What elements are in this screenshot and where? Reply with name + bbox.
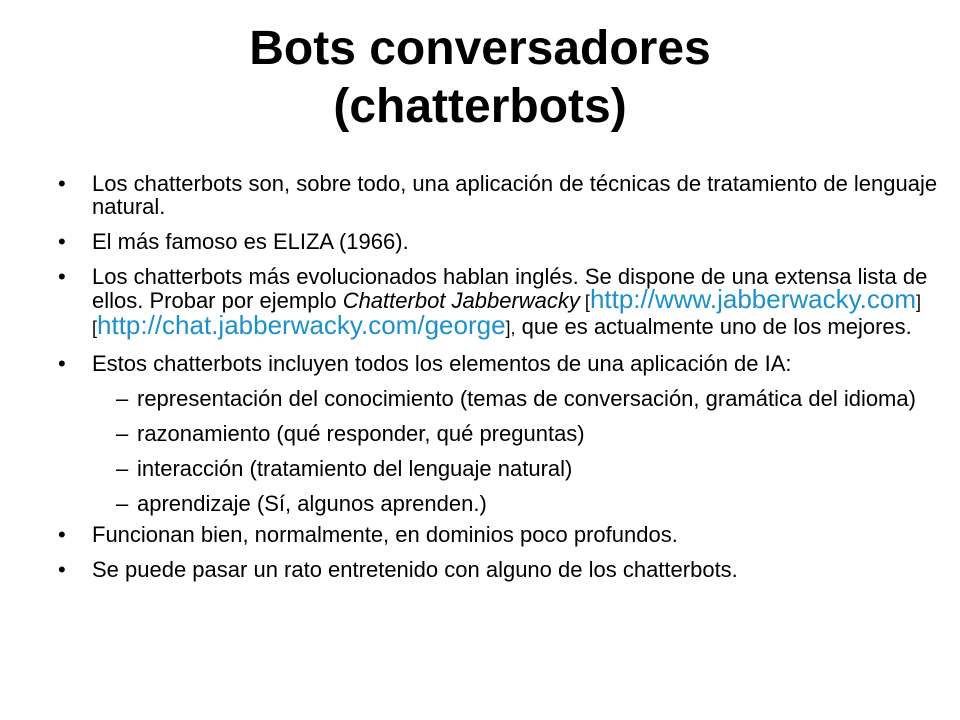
sub-item-4	[58, 492, 938, 515]
bullet-item-4	[58, 352, 938, 375]
bullet-icon: •	[58, 171, 66, 196]
bullet-text-2: El más famoso es ELIZA (1966).	[92, 229, 409, 254]
sub-text-4: aprendizaje (Sí, algunos aprenden.)	[137, 491, 487, 516]
sub-text-3: interacción (tratamiento del lenguaje natural)	[137, 456, 573, 481]
bracket-close-1: ]	[916, 292, 922, 312]
dash-icon: –	[116, 491, 129, 516]
bullet-item-3	[58, 265, 938, 340]
bullet-text-1: Los chatterbots son, sobre todo, una aplicación de técnicas de tratamiento de lenguaje natural.	[92, 171, 938, 219]
bullet-item-5	[58, 523, 938, 546]
bracket-close-2: ],	[505, 318, 516, 338]
bracket-open-1: [	[579, 292, 590, 312]
sub-item-3	[58, 457, 938, 480]
link-george[interactable]: http://chat.jabberwacky.com/george	[97, 310, 506, 340]
bullet-icon: •	[58, 557, 66, 582]
bullet-text-3-italic: Chatterbot Jabberwacky	[342, 288, 580, 313]
dash-icon: –	[116, 386, 129, 411]
bullet-text-3-part-2: que es actualmente uno de los mejores.	[515, 314, 912, 339]
bullet-text-4: Estos chatterbots incluyen todos los elementos de una aplicación de IA:	[92, 351, 792, 376]
bullet-text-3-part-1: Los chatterbots más evolucionados hablan inglés. Se dispone de una extensa lista de ellos. Probar por ejemplo	[92, 264, 928, 313]
bracket-open-2: [	[92, 318, 98, 338]
bullet-icon: •	[58, 229, 66, 254]
sub-item-1	[58, 387, 938, 410]
slide-title	[0, 20, 960, 136]
bullet-text-5: Funcionan bien, normalmente, en dominios poco profundos.	[92, 522, 678, 547]
title-line-2: (chatterbots)	[333, 80, 627, 133]
dash-icon: –	[116, 421, 129, 446]
bullet-icon: •	[58, 264, 66, 289]
title-line-1: Bots conversadores	[249, 22, 711, 75]
bullet-text-6: Se puede pasar un rato entretenido con alguno de los chatterbots.	[92, 557, 738, 582]
sub-item-2	[58, 422, 938, 445]
sub-text-1: representación del conocimiento (temas de conversación, gramática del idioma)	[137, 386, 916, 411]
dash-icon: –	[116, 456, 129, 481]
bullet-item-1	[58, 172, 938, 218]
link-jabberwacky[interactable]: http://www.jabberwacky.com	[589, 284, 917, 314]
bullet-icon: •	[58, 522, 66, 547]
bullet-item-6	[58, 558, 938, 581]
sub-text-2: razonamiento (qué responder, qué preguntas)	[137, 421, 585, 446]
bullet-icon: •	[58, 351, 66, 376]
slide-body	[58, 172, 938, 593]
bullet-item-2	[58, 230, 938, 253]
